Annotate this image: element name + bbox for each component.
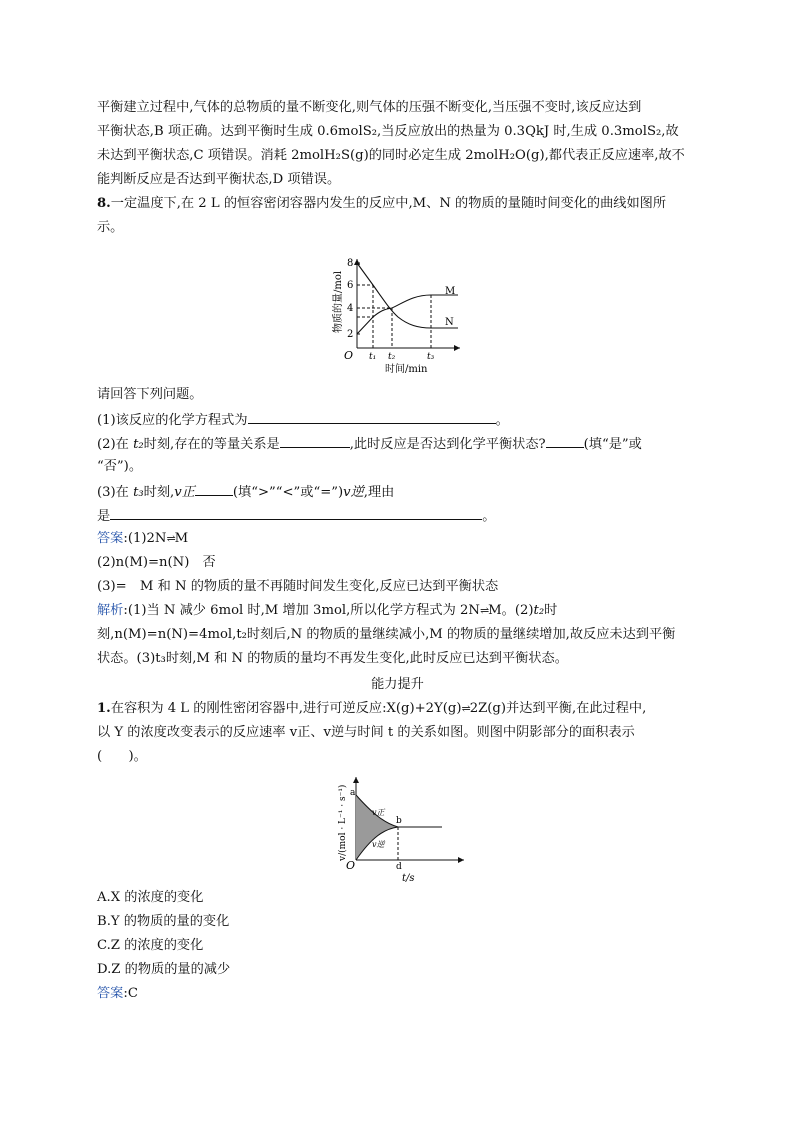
origin-label: O xyxy=(344,349,354,362)
v-forward-label: v正 xyxy=(372,808,385,817)
y-tick-label: 8 xyxy=(347,258,354,269)
mn-amount-chart xyxy=(328,255,478,375)
y-tick-label: 6 xyxy=(347,280,354,291)
answer-label: 答案 xyxy=(97,531,124,546)
origin-label: O xyxy=(346,859,356,872)
answer-blank[interactable] xyxy=(280,434,350,448)
analysis-line: 平衡建立过程中,气体的总物质的量不断变化,则气体的压强不断变化,当压强不变时,该反应达到 xyxy=(97,100,642,115)
section-title: 能力提升 xyxy=(371,677,424,692)
question-1-stem: 1.在容积为 4 L 的刚性密闭容器中,进行可逆反应:X(g)+2Y(g)⇌2Z(g)并达到平衡,在此过程中, xyxy=(97,701,647,716)
question-8-part-3: (3)在 t₃时刻,v正 (填“>”“<”或“=”)v逆,理由 xyxy=(97,482,698,502)
analysis-label: 解析 xyxy=(97,603,124,618)
option-c: C.Z 的浓度的变化 xyxy=(97,938,204,953)
x-axis-label: t/s xyxy=(402,873,415,883)
question-8-part-3-cont: 是 。 xyxy=(97,506,698,526)
x-axis-label: 时间/min xyxy=(385,364,428,375)
question-number: 1. xyxy=(97,701,111,716)
shaded-area xyxy=(356,795,398,860)
answer-blank[interactable] xyxy=(110,506,482,520)
series-m-label: M xyxy=(445,286,456,297)
option-b: B.Y 的物质的量的变化 xyxy=(97,914,230,929)
series-n-label: N xyxy=(445,317,454,328)
y-tick-label: 4 xyxy=(347,303,354,314)
y-axis-label: v/(mol · L⁻¹ · s⁻¹) xyxy=(338,784,348,861)
option-d: D.Z 的物质的量的减少 xyxy=(97,962,231,977)
analysis-line: 状态。(3)t₃时刻,M 和 N 的物质的量均不再发生变化,此时反应已达到平衡状态。 xyxy=(97,651,568,666)
question-8-part-2: (2)在 t₂时刻,存在的等量关系是 ,此时反应是否达到化学平衡状态? (填“是”或 xyxy=(97,434,698,454)
question-8-analysis: 解析:(1)当 N 减少 6mol 时,M 增加 3mol,所以化学方程式为 2N⇌M。(2)t₂时 xyxy=(97,603,558,618)
question-8-part-2-cont: “否”)。 xyxy=(97,459,143,474)
point-d-label: d xyxy=(396,862,402,872)
answer-line: (2)n(M)=n(N) 否 xyxy=(97,555,216,570)
point-a-label: a xyxy=(350,788,356,798)
v-reverse-label: v逆 xyxy=(372,840,385,849)
y-tick-label: 2 xyxy=(347,329,354,340)
reversible-arrow-icon: ⇌ xyxy=(479,604,489,617)
analysis-line: 平衡状态,B 项正确。达到平衡时生成 0.6molS₂,当反应放出的热量为 0.3QkJ 时,生成 0.3molS₂,故 xyxy=(97,124,679,139)
analysis-line: 未达到平衡状态,C 项错误。消耗 2molH₂S(g)的同时必定生成 2molH₂O(g),都代表正反应速率,故不 xyxy=(97,148,685,163)
x-tick-label: t₂ xyxy=(388,352,396,362)
answer-blank[interactable] xyxy=(195,482,233,496)
reversible-arrow-icon: ⇌ xyxy=(166,532,175,545)
answer-blank[interactable] xyxy=(546,434,584,448)
question-8-answer: 答案:(1)2N⇌M xyxy=(97,531,189,546)
x-tick-label: t₃ xyxy=(427,352,435,362)
y-axis-label: 物质的量/mol xyxy=(333,270,344,333)
analysis-line: 刻,n(M)=n(N)=4mol,t₂时刻后,N 的物质的量继续减小,M 的物质的量继续增加,故反应未达到平衡 xyxy=(97,627,676,642)
answer-blank[interactable] xyxy=(248,410,496,424)
point-b-label: b xyxy=(396,816,402,826)
option-a: A.X 的浓度的变化 xyxy=(97,890,204,905)
question-1-stem-cont: 以 Y 的浓度改变表示的反应速率 v正、v逆与时间 t 的关系如图。则图中阴影部分的面积表示 xyxy=(97,725,635,740)
question-number: 8. xyxy=(97,196,111,211)
question-8-prompt: 请回答下列问题。 xyxy=(97,387,203,402)
answer-label: 答案 xyxy=(97,986,124,1001)
question-8-stem: 8.一定温度下,在 2 L 的恒容密闭容器内发生的反应中,M、N 的物质的量随时间变化的曲线如图所 xyxy=(97,196,667,211)
rate-time-chart xyxy=(332,773,472,883)
question-8-part-1: (1)该反应的化学方程式为 。 xyxy=(97,410,698,430)
question-1-answer: 答案:C xyxy=(97,986,138,1001)
analysis-line: 能判断反应是否达到平衡状态,D 项错误。 xyxy=(97,172,341,187)
answer-line: (3)= M 和 N 的物质的量不再随时间发生变化,反应已达到平衡状态 xyxy=(97,579,499,594)
question-1-choice-paren: ( )。 xyxy=(97,749,147,764)
reversible-arrow-icon: ⇌ xyxy=(461,702,470,715)
x-tick-label: t₁ xyxy=(369,352,377,362)
question-8-stem-cont: 示。 xyxy=(97,220,124,235)
